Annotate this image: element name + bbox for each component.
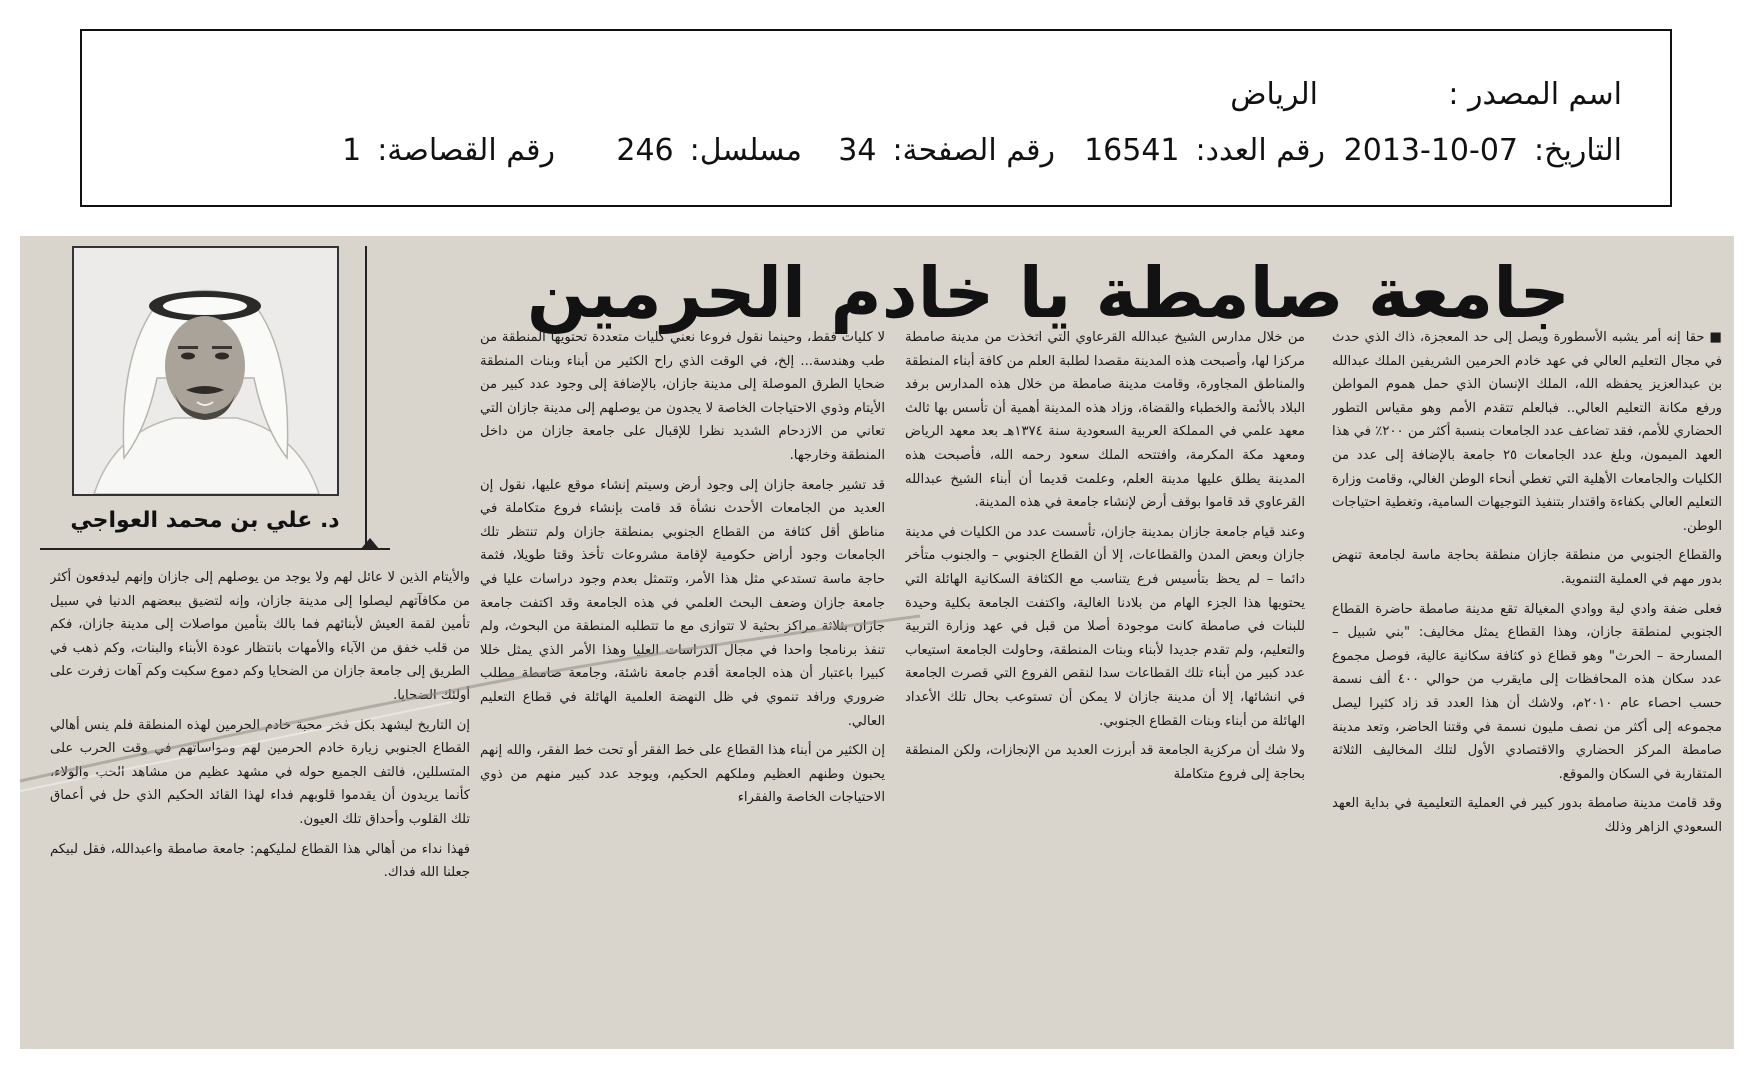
paragraph: فهذا نداء من أهالي هذا القطاع لمليكهم: جامعة صامطة واعبدالله، فقل لبيكم جعلنا الله فداك. (50, 841, 470, 881)
byline-rule (40, 548, 390, 550)
page-label: رقم الصفحة: (892, 133, 1055, 168)
paragraph: ■ حقا إنه أمر يشبه الأسطورة ويصل إلى حد المعجزة، ذاك الذي حدث في مجال التعليم العالي في عهد خادم الحرمين الشريفين الملك عبدالله بن عبدالعزيز يحفظه الله، الملك الإنسان الذي حمل هموم المواطن ورفع مكانة التعليم العالي.. فبالعلم تتقدم الأمم وهو مقياس التطور الحضاري للأمم، فقد تضاعف عدد الجامعات بنسبة أكثر من ٢٠٠٪ في هذا العهد الميمون، وبلغ عدد الجامعات ٢٥ جامعة بالإضافة إلى عدد من الكليات والجامعات الأهلية التي تغطي أنحاء الوطن الغالي، وقامت وزارة التعليم العالي بكفاءة واقتدار بتنفيذ التوجيهات السامية، وتغطية احتياجات الوطن. (1332, 330, 1722, 534)
author-portrait-image (74, 248, 337, 494)
metadata-row-source (82, 73, 1670, 117)
author-photo (72, 246, 339, 496)
issue-value: 16541 (1084, 133, 1180, 168)
paragraph: ولا شك أن مركزية الجامعة قد أبرزت العديد من الإنجازات، ولكن المنطقة بحاجة إلى فروع متكاملة (905, 743, 1305, 782)
issue-field (1084, 129, 1325, 173)
clip-number-label: رقم القصاصة: (377, 133, 555, 168)
article-headline: جامعة صامطة يا خادم الحرمين (526, 252, 1570, 334)
page-value: 34 (838, 133, 877, 168)
author-byline: د. علي بن محمد العواجي (70, 508, 340, 533)
paragraph: إن التاريخ ليشهد بكل فخر محبة خادم الحرمين لهذه المنطقة فلم ينس أهالي القطاع الجنوبي زيارة خادم الحرمين لهم ومواساتهم في وقت الحرب على المتسللين، فالتف الجميع حوله في مشهد عظيم من مشاهد الحب والولاء، كأنما يريدون أن يقدموا قلوبهم فداء لهذا القائد الحكيم الذي حل في أعماق تلك القلوب وأحداق تلك العيون. (50, 717, 470, 827)
paragraph: والقطاع الجنوبي من منطقة جازان منطقة بحاجة ماسة لجامعة تنهض بدور مهم في العملية التنموية. (1332, 548, 1722, 587)
paragraph: والأيتام الذين لا عائل لهم ولا يوجد من يوصلهم إلى جازان وإنهم ليدفعون أكثر من مكافآتهم ليصلوا إلى مدينة جازان، وإنه لتضيق ببعضهم الدنيا في سبيل تأمين لقمة العيش لأبنائهم فما بالك بتأمين مواصلات إلى مدينة جازان، فكم من قلب خفق من الآباء والأمهات بانتظار عودة الأبناء والبنات، وكم ذهب في الطريق إلى جامعة جازان من الضحايا وكم دموع سكبت وكم آهات زفرت على أولئك الضحايا. (50, 570, 470, 703)
clip-number-value: 1 (342, 133, 362, 168)
article-column-1 (1332, 326, 1722, 1046)
metadata-row-details (82, 129, 1670, 173)
source-label: اسم المصدر : (1448, 77, 1622, 112)
source-value: الرياض (1230, 77, 1318, 112)
article-column-3 (480, 326, 885, 1046)
paragraph: قد تشير جامعة جازان إلى وجود أرض وسيتم إنشاء موقع عليها، نقول إن العديد من الجامعات الأحدث نشأة قد قامت بإنشاء فروع متكاملة في مناطق أقل كثافة من القطاع الجنوبي بمنطقة جازان ولم تنتظر تلك الجامعات وجود أراض حكومية لإقامة مشروعات تأخذ وقتا طويلا، فثمة حاجة ماسة تستدعي مثل هذا الأمر، وتتمثل بعدم وجود دراسات عليا في جامعة جازان وضعف البحث العلمي في هذه الجامعة وقد اكتفت جامعة جازان بثلاثة مراكز بحثية لا تتوازى مع ما تتطلبه المنطقة من البحوث، ولم تنفذ برنامجا واحدا في مجال الدراسات العليا وهذا الأمر الذي يمثل خللا كبيرا باعتبار أن هذه الجامعة أقدم جامعة ناشئة، وجامعة صامطة مطلب ضروري ورافد تنموي في ظل النهضة العلمية الهائلة في قطاع التعليم العالي. (480, 477, 885, 729)
paragraph: وعند قيام جامعة جازان بمدينة جازان، تأسست عدد من الكليات في مدينة جازان وبعض المدن والقطاعات، إلا أن القطاع الجنوبي – والجنوب متأخر دائما – لم يحظ بتأسيس فرع يتناسب مع الكثافة السكانية الهائلة التي يحتويها هذا الجزء الهام من بلادنا الغالية، واكتفت الجامعة بكلية وحيدة للبنات في صامطة كانت موجودة أصلا من قبل في عهد وزارة التربية والتعليم، ولم تقدم جديدا لأبناء وبنات المنطقة، وحاولت الجامعة استيعاب عدد كبير من أبناء تلك القطاعات سدا لنقص الفروع التي قصرت الجامعة في انشائها، إلا أن مدينة جازان لا يمكن أن تستوعب بحال تلك الأعداد الهائلة من أبناء وبنات القطاع الجنوبي. (905, 524, 1305, 729)
page-field (838, 129, 1055, 173)
issue-label: رقم العدد: (1195, 133, 1325, 168)
paragraph: لا كليات فقط، وحينما نقول فروعا نعني كليات متعددة تحتويها المنطقة من طب وهندسة... إلخ، في الوقت الذي راح الكثير من أبناء وبنات المنطقة ضحايا الطرق الموصلة إلى مدينة جازان، بالإضافة إلى وجود عدد كبير من الأيتام وذوي الاحتياجات الخاصة لا يجدون من يوصلهم إلى مدينة جازان التي تعاني من الازدحام الشديد نظرا للإقبال على جامعة جازان من داخل المنطقة وخارجها. (480, 330, 885, 463)
clip-number-field (342, 129, 555, 173)
byline-triangle-ornament (360, 538, 380, 550)
paragraph: من خلال مدارس الشيخ عبدالله القرعاوي التي اتخذت من مدينة صامطة مركزا لها، وأصبحت هذه المدينة مقصدا لطلبة العلم من كافة أبناء المنطقة والمناطق المجاورة، وقامت مدينة صامطة من خلال هذه المدارس برفد البلاد بالأئمة والخطباء والقضاة، وزاد هذه المدينة أهمية أن تأسس بها ثالث معهد علمي في المملكة العربية السعودية سنة ١٣٧٤هـ بعد معهد الرياض ومعهد مكة المكرمة، وافتتحه الملك سعود رحمه الله، فأصبحت هذه المدينة يطلق عليها مدينة العلم، وعلمت قديما أن أبناء الشيخ عبدالله القرعاوي قد قاموا بوقف أرض لإنشاء جامعة في هذه المدينة. (905, 330, 1305, 511)
paragraph: إن الكثير من أبناء هذا القطاع على خط الفقر أو تحت خط الفقر، والله إنهم يحبون وطنهم العظيم وملكهم الحكيم، ويوجد عدد كبير منهم من ذوي الاحتياجات الخاصة والفقراء (480, 743, 885, 806)
date-value: 2013-10-07 (1343, 133, 1519, 168)
article-column-2 (905, 326, 1305, 1046)
date-field (1344, 129, 1622, 173)
clipping-metadata-box (80, 29, 1672, 207)
serial-label: مسلسل: (689, 133, 802, 168)
paragraph: وقد قامت مدينة صامطة بدور كبير في العملية التعليمية في بداية العهد السعودي الزاهر وذلك (1332, 796, 1722, 835)
date-label: التاريخ: (1534, 133, 1622, 168)
newspaper-clipping (20, 236, 1734, 1049)
paragraph: فعلى ضفة وادي لية ووادي المغيالة تقع مدينة صامطة حاضرة القطاع الجنوبي لمنطقة جازان، وهذا القطاع يمثل مخاليف: "بني شبيل – المسارحة – الحرث" وهو قطاع ذو كثافة سكانية عالية، فوصل مجموع عدد سكان هذه المحافظات إلى مايقرب من حوالي ٤٠٠ ألف نسمة حسب احصاء عام ٢٠١٠م، ولاشك أن هذا العدد قد زاد كثيرا ليصل مجموعه إلى أكثر من نصف مليون نسمة في وقتنا الحاضر، وتعد مدينة صامطة المركز الحضاري والاقتصادي الأول لتلك المخاليف الثلاثة المتقاربة في السكان والموقع. (1332, 601, 1722, 782)
serial-field (616, 129, 802, 173)
column-divider (365, 246, 367, 546)
article-column-4 (50, 566, 470, 1046)
serial-value: 246 (616, 133, 674, 168)
